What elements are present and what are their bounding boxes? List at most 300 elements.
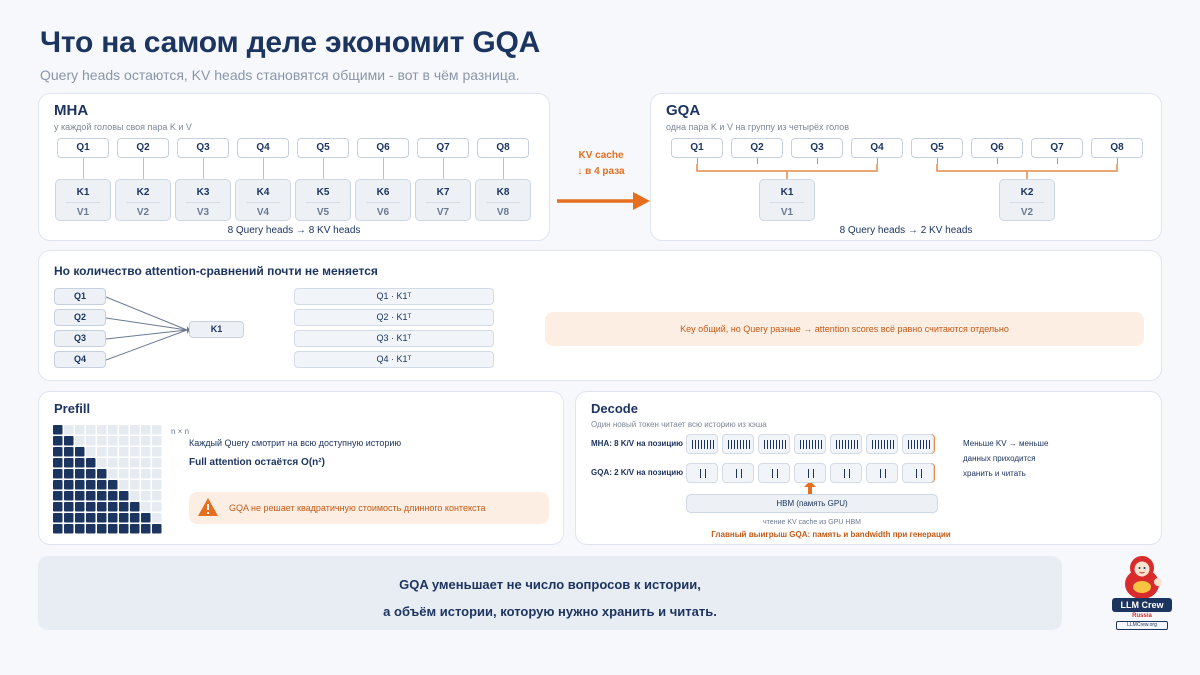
kv-bar — [700, 469, 702, 478]
kv-separator — [66, 202, 100, 203]
matrix-cell-masked — [141, 447, 151, 457]
decode-mha-label: MHA: 8 K/V на позицию — [591, 439, 684, 448]
hbm-box: HBM (память GPU) — [686, 494, 938, 513]
attention-query: Q3 — [54, 330, 106, 347]
kv-separator — [366, 202, 400, 203]
kv-bar — [854, 440, 856, 449]
kv-bar — [815, 440, 817, 449]
mha-connector — [383, 158, 384, 179]
gqa-query-head: Q4 — [851, 138, 903, 158]
matrix-cell-attended — [152, 524, 162, 534]
gqa-connector — [757, 158, 758, 164]
matrix-cell-masked — [141, 502, 151, 512]
decode-mha-cache-cell — [830, 434, 862, 454]
matrix-cell-attended — [64, 447, 74, 457]
mha-value-label: V7 — [436, 207, 450, 218]
matrix-cell-attended — [108, 513, 118, 523]
kv-bar — [773, 440, 775, 449]
gqa-query-head: Q3 — [791, 138, 843, 158]
mha-query-head: Q1 — [57, 138, 109, 158]
matrix-cell-attended — [64, 480, 74, 490]
kv-bar — [885, 469, 887, 478]
kv-bar — [880, 469, 882, 478]
matrix-cell-attended — [97, 491, 107, 501]
gqa-key-label: K1 — [780, 187, 794, 198]
matrix-cell-masked — [108, 458, 118, 468]
logo-name: LLM Crew — [1112, 598, 1172, 612]
kv-bar — [741, 469, 743, 478]
kv-bar — [737, 440, 739, 449]
decode-side-note — [963, 436, 1048, 481]
kv-bar — [923, 440, 925, 449]
mha-query-head: Q2 — [117, 138, 169, 158]
gqa-query-head: Q6 — [971, 138, 1023, 158]
matrix-cell-attended — [53, 491, 63, 501]
kv-bar — [731, 440, 733, 449]
prefill-title: Prefill — [54, 401, 91, 416]
kv-bar — [821, 440, 823, 449]
decode-title: Decode — [591, 401, 638, 416]
kv-bar — [812, 440, 814, 449]
matrix-cell-masked — [141, 436, 151, 446]
kv-bar — [884, 440, 886, 449]
matrix-cell-attended — [53, 436, 63, 446]
kv-bar — [920, 440, 922, 449]
matrix-cell-attended — [86, 469, 96, 479]
warning-icon — [197, 497, 219, 517]
gqa-value-label: V2 — [1020, 207, 1034, 218]
kv-bar — [878, 440, 880, 449]
matrix-cell-attended — [75, 447, 85, 457]
kv-bar — [707, 440, 709, 449]
mha-connector — [263, 158, 264, 179]
mha-connector — [83, 158, 84, 179]
matrix-cell-attended — [86, 491, 96, 501]
hbm-caption: чтение KV cache из GPU HBM — [763, 519, 861, 526]
matrix-cell-attended — [97, 480, 107, 490]
kv-bar — [836, 440, 838, 449]
matrix-cell-attended — [64, 524, 74, 534]
matrix-cell-masked — [130, 436, 140, 446]
attention-panel — [38, 250, 1162, 381]
gqa-connector — [997, 158, 998, 164]
matrix-cell-attended — [97, 502, 107, 512]
matrix-cell-attended — [64, 502, 74, 512]
side-note-line-2: данных приходится — [963, 454, 1036, 463]
mha-query-head: Q7 — [417, 138, 469, 158]
matrix-cell-masked — [130, 480, 140, 490]
matrix-cell-attended — [53, 425, 63, 435]
decode-mha-cache-cell — [794, 434, 826, 454]
kv-cache-reduction-label: ↓ в 4 раза — [577, 166, 625, 177]
llm-crew-logo — [1110, 554, 1174, 632]
kv-separator — [306, 202, 340, 203]
mha-key-label: K4 — [256, 187, 270, 198]
kv-bar — [849, 469, 851, 478]
kv-bar — [893, 440, 895, 449]
kv-bar — [921, 469, 923, 478]
matrix-cell-attended — [119, 491, 129, 501]
matrix-cell-masked — [152, 491, 162, 501]
matrix-cell-attended — [75, 469, 85, 479]
gqa-caption: 8 Query heads → 2 KV heads — [839, 225, 973, 236]
gqa-kv-head — [759, 179, 815, 221]
footer-summary — [38, 556, 1062, 630]
mha-query-head: Q3 — [177, 138, 229, 158]
mha-key-label: K2 — [136, 187, 150, 198]
attention-product: Q4 · K1ᵀ — [294, 351, 494, 368]
matrix-cell-attended — [75, 513, 85, 523]
kv-bar — [818, 440, 820, 449]
matrix-cell-masked — [141, 491, 151, 501]
gqa-connector — [1117, 158, 1118, 164]
kv-bar — [776, 440, 778, 449]
matrix-cell-attended — [141, 513, 151, 523]
kv-bar — [740, 440, 742, 449]
matrix-cell-masked — [119, 469, 129, 479]
kv-bar — [908, 440, 910, 449]
matrix-cell-attended — [53, 513, 63, 523]
matrix-cell-masked — [152, 513, 162, 523]
mha-query-head: Q5 — [297, 138, 349, 158]
matrix-cell-attended — [108, 524, 118, 534]
matrix-cell-masked — [152, 425, 162, 435]
matrix-cell-attended — [75, 491, 85, 501]
kv-bar — [857, 440, 859, 449]
prefill-warning — [189, 492, 549, 524]
matrix-cell-masked — [86, 425, 96, 435]
kv-bar — [887, 440, 889, 449]
page-subtitle: Query heads остаются, KV heads становятся общими - вот в чём разница. — [40, 67, 520, 83]
kv-bar — [848, 440, 850, 449]
mha-value-label: V3 — [196, 207, 210, 218]
matrix-cell-attended — [53, 480, 63, 490]
kv-bar — [808, 469, 810, 478]
matrix-cell-masked — [97, 447, 107, 457]
kv-bar — [743, 440, 745, 449]
matrix-cell-masked — [119, 458, 129, 468]
kv-bar — [749, 440, 751, 449]
kv-bar — [806, 440, 808, 449]
matrix-cell-attended — [86, 502, 96, 512]
gqa-group-brackets — [651, 94, 1163, 184]
matrix-cell-attended — [86, 458, 96, 468]
matrix-cell-attended — [130, 513, 140, 523]
matrix-cell-masked — [108, 447, 118, 457]
kv-separator — [126, 202, 160, 203]
mha-subtitle: у каждой головы своя пара K и V — [54, 122, 192, 132]
mha-value-label: V2 — [136, 207, 150, 218]
mha-connector — [323, 158, 324, 179]
kv-bar — [785, 440, 787, 449]
kv-separator — [186, 202, 220, 203]
kv-bar — [713, 440, 715, 449]
matrix-cell-attended — [119, 524, 129, 534]
prefill-line-1: Каждый Query смотрит на всю доступную историю — [189, 438, 402, 448]
matrix-cell-masked — [119, 436, 129, 446]
matrix-cell-masked — [119, 425, 129, 435]
decode-main-win: Главный выигрыш GQA: память и bandwidth при генерации — [711, 530, 951, 539]
matrix-cell-masked — [141, 480, 151, 490]
right-arrow-icon — [555, 190, 651, 212]
matrix-cell-masked — [97, 458, 107, 468]
mha-key-label: K1 — [76, 187, 90, 198]
decode-subtitle: Один новый токен читает всю историю из кэша — [591, 420, 767, 429]
mha-kv-head — [475, 179, 531, 221]
matrix-cell-masked — [152, 480, 162, 490]
decode-gqa-cache-cell — [830, 463, 862, 483]
mha-value-label: V6 — [376, 207, 390, 218]
matrix-cell-attended — [119, 502, 129, 512]
matrix-cell-attended — [86, 513, 96, 523]
mha-key-label: K3 — [196, 187, 210, 198]
kv-bar — [803, 440, 805, 449]
kv-separator — [426, 202, 460, 203]
mha-value-label: V4 — [256, 207, 270, 218]
matrix-cell-attended — [86, 480, 96, 490]
gqa-connector — [817, 158, 818, 164]
mha-key-label: K8 — [496, 187, 510, 198]
kv-separator — [246, 202, 280, 203]
gqa-value-label: V1 — [780, 207, 794, 218]
mha-kv-head — [235, 179, 291, 221]
prefill-warning-text: GQA не решает квадратичную стоимость длинного контекста — [229, 503, 486, 513]
kv-bar — [734, 440, 736, 449]
attention-query: Q1 — [54, 288, 106, 305]
gqa-connector — [937, 158, 938, 164]
mha-query-head: Q4 — [237, 138, 289, 158]
matrix-cell-attended — [97, 524, 107, 534]
attention-product: Q2 · K1ᵀ — [294, 309, 494, 326]
kv-bar — [770, 440, 772, 449]
decode-gqa-cache-cell — [866, 463, 898, 483]
kv-bar — [845, 440, 847, 449]
attention-note: Key общий, но Query разные → attention scores всё равно считаются отдельно — [545, 312, 1144, 346]
matrix-cell-masked — [86, 447, 96, 457]
kv-separator — [1010, 202, 1044, 203]
read-arrow-icon — [804, 481, 816, 495]
mha-kv-head — [115, 179, 171, 221]
footer-line-2: а объём истории, которую нужно хранить и читать. — [383, 604, 717, 619]
matrix-cell-attended — [75, 458, 85, 468]
matrix-cell-attended — [53, 524, 63, 534]
matrix-cell-attended — [75, 524, 85, 534]
matrix-cell-masked — [64, 425, 74, 435]
decode-gqa-cache-cell — [686, 463, 718, 483]
mha-title: MHA — [54, 102, 89, 119]
matrix-cell-masked — [97, 436, 107, 446]
matrix-cell-masked — [152, 447, 162, 457]
matrix-cell-attended — [75, 480, 85, 490]
matrix-cell-attended — [53, 447, 63, 457]
gqa-connector — [697, 158, 698, 164]
gqa-connector — [877, 158, 878, 164]
gqa-title: GQA — [666, 102, 701, 119]
kv-bar — [890, 440, 892, 449]
kv-cache-label: KV cache — [578, 150, 624, 161]
matrix-cell-masked — [152, 502, 162, 512]
matrix-cell-attended — [64, 513, 74, 523]
mha-key-label: K6 — [376, 187, 390, 198]
mha-kv-head — [175, 179, 231, 221]
decode-gqa-cache-cell — [758, 463, 790, 483]
attention-product: Q1 · K1ᵀ — [294, 288, 494, 305]
matrix-cell-masked — [119, 480, 129, 490]
decode-gqa-label: GQA: 2 K/V на позицию — [591, 468, 684, 477]
matrix-cell-attended — [64, 458, 74, 468]
gqa-query-head: Q5 — [911, 138, 963, 158]
mha-key-label: K5 — [316, 187, 330, 198]
mha-caption: 8 Query heads → 8 KV heads — [227, 225, 361, 236]
kv-bar — [764, 440, 766, 449]
decode-mha-cache-cell — [758, 434, 790, 454]
gqa-query-head: Q8 — [1091, 138, 1143, 158]
gqa-connector — [1057, 158, 1058, 164]
mha-kv-head — [295, 179, 351, 221]
matrix-cell-attended — [64, 436, 74, 446]
mha-connector — [203, 158, 204, 179]
matrix-cell-attended — [97, 469, 107, 479]
side-note-line-1: Меньше KV → меньше — [963, 439, 1049, 448]
mha-query-head: Q6 — [357, 138, 409, 158]
kv-bar — [875, 440, 877, 449]
matrix-cell-masked — [108, 469, 118, 479]
gqa-query-head: Q7 — [1031, 138, 1083, 158]
footer-line-1: GQA уменьшает не число вопросов к истории, — [399, 577, 701, 592]
kv-bar — [839, 440, 841, 449]
decode-gqa-cache-cell — [902, 463, 934, 483]
kv-separator — [770, 202, 804, 203]
mha-kv-head — [55, 179, 111, 221]
matrix-cell-attended — [64, 491, 74, 501]
kv-bar — [779, 440, 781, 449]
matrix-cell-masked — [119, 447, 129, 457]
matrix-cell-attended — [108, 480, 118, 490]
kv-bar — [851, 440, 853, 449]
matrix-cell-masked — [108, 425, 118, 435]
mha-key-label: K7 — [436, 187, 450, 198]
matrix-size-label: n × n — [171, 427, 190, 436]
mha-kv-head — [415, 179, 471, 221]
kv-bar — [692, 440, 694, 449]
matrix-cell-attended — [141, 524, 151, 534]
kv-bar — [911, 440, 913, 449]
matrix-cell-attended — [108, 502, 118, 512]
kv-bar — [917, 440, 919, 449]
decode-panel — [575, 391, 1162, 545]
gqa-subtitle: одна пара K и V на группу из четырёх голов — [666, 122, 850, 132]
decode-mha-cache-cell — [902, 434, 934, 454]
kv-bar — [813, 469, 815, 478]
kv-bar — [767, 440, 769, 449]
kv-bar — [695, 440, 697, 449]
kv-bar — [701, 440, 703, 449]
page-title: Что на самом деле экономит GQA — [40, 26, 541, 59]
kv-cache-reduction — [555, 150, 647, 177]
decode-mha-cache-cell — [686, 434, 718, 454]
kv-bar — [698, 440, 700, 449]
kv-bar — [800, 440, 802, 449]
kv-bar — [872, 440, 874, 449]
kv-bar — [844, 469, 846, 478]
mha-connector — [443, 158, 444, 179]
kv-bar — [704, 440, 706, 449]
matrix-cell-attended — [130, 502, 140, 512]
kv-separator — [486, 202, 520, 203]
matrix-cell-masked — [75, 425, 85, 435]
kv-bar — [772, 469, 774, 478]
gqa-kv-head — [999, 179, 1055, 221]
matrix-cell-masked — [152, 469, 162, 479]
matrix-cell-masked — [97, 425, 107, 435]
matrix-cell-masked — [130, 469, 140, 479]
kv-bar — [914, 440, 916, 449]
mha-value-label: V1 — [76, 207, 90, 218]
kv-bar — [926, 440, 928, 449]
matrix-cell-attended — [130, 524, 140, 534]
kv-bar — [842, 440, 844, 449]
matrix-cell-masked — [141, 458, 151, 468]
gqa-key-label: K2 — [1020, 187, 1034, 198]
kv-bar — [705, 469, 707, 478]
gqa-query-head: Q1 — [671, 138, 723, 158]
matrix-cell-attended — [53, 469, 63, 479]
matrix-cell-masked — [130, 425, 140, 435]
matrix-cell-masked — [152, 436, 162, 446]
matrix-cell-masked — [86, 436, 96, 446]
mha-kv-head — [355, 179, 411, 221]
matrix-cell-masked — [108, 436, 118, 446]
matrix-cell-attended — [53, 502, 63, 512]
matrix-cell-masked — [130, 458, 140, 468]
matrix-cell-attended — [97, 513, 107, 523]
prefill-panel — [38, 391, 564, 545]
mha-connector — [143, 158, 144, 179]
matrix-cell-masked — [141, 425, 151, 435]
attention-matrix — [53, 425, 165, 537]
attention-title: Но количество attention-сравнений почти не меняется — [54, 264, 378, 278]
mha-connector — [503, 158, 504, 179]
matrix-cell-attended — [75, 502, 85, 512]
matrix-cell-attended — [53, 458, 63, 468]
decode-gqa-cache-cell — [794, 463, 826, 483]
gqa-panel — [650, 93, 1162, 241]
mha-value-label: V5 — [316, 207, 330, 218]
matrix-cell-masked — [130, 491, 140, 501]
mha-value-label: V8 — [496, 207, 510, 218]
kv-bar — [746, 440, 748, 449]
kv-bar — [782, 440, 784, 449]
attention-product: Q3 · K1ᵀ — [294, 330, 494, 347]
shared-key-box: K1 — [189, 321, 244, 338]
logo-url: LLMCrew.org — [1116, 621, 1168, 630]
matrix-cell-attended — [108, 491, 118, 501]
mha-panel — [38, 93, 550, 241]
prefill-line-2: Full attention остаётся O(n²) — [189, 457, 325, 468]
attention-query: Q2 — [54, 309, 106, 326]
matrix-cell-masked — [152, 458, 162, 468]
matrix-cell-attended — [119, 513, 129, 523]
matrix-cell-masked — [75, 436, 85, 446]
side-note-line-3: хранить и читать — [963, 469, 1026, 478]
kv-bar — [809, 440, 811, 449]
matrix-cell-attended — [86, 524, 96, 534]
kv-bar — [916, 469, 918, 478]
attention-query: Q4 — [54, 351, 106, 368]
kv-bar — [710, 440, 712, 449]
kv-bar — [929, 440, 931, 449]
kv-bar — [736, 469, 738, 478]
